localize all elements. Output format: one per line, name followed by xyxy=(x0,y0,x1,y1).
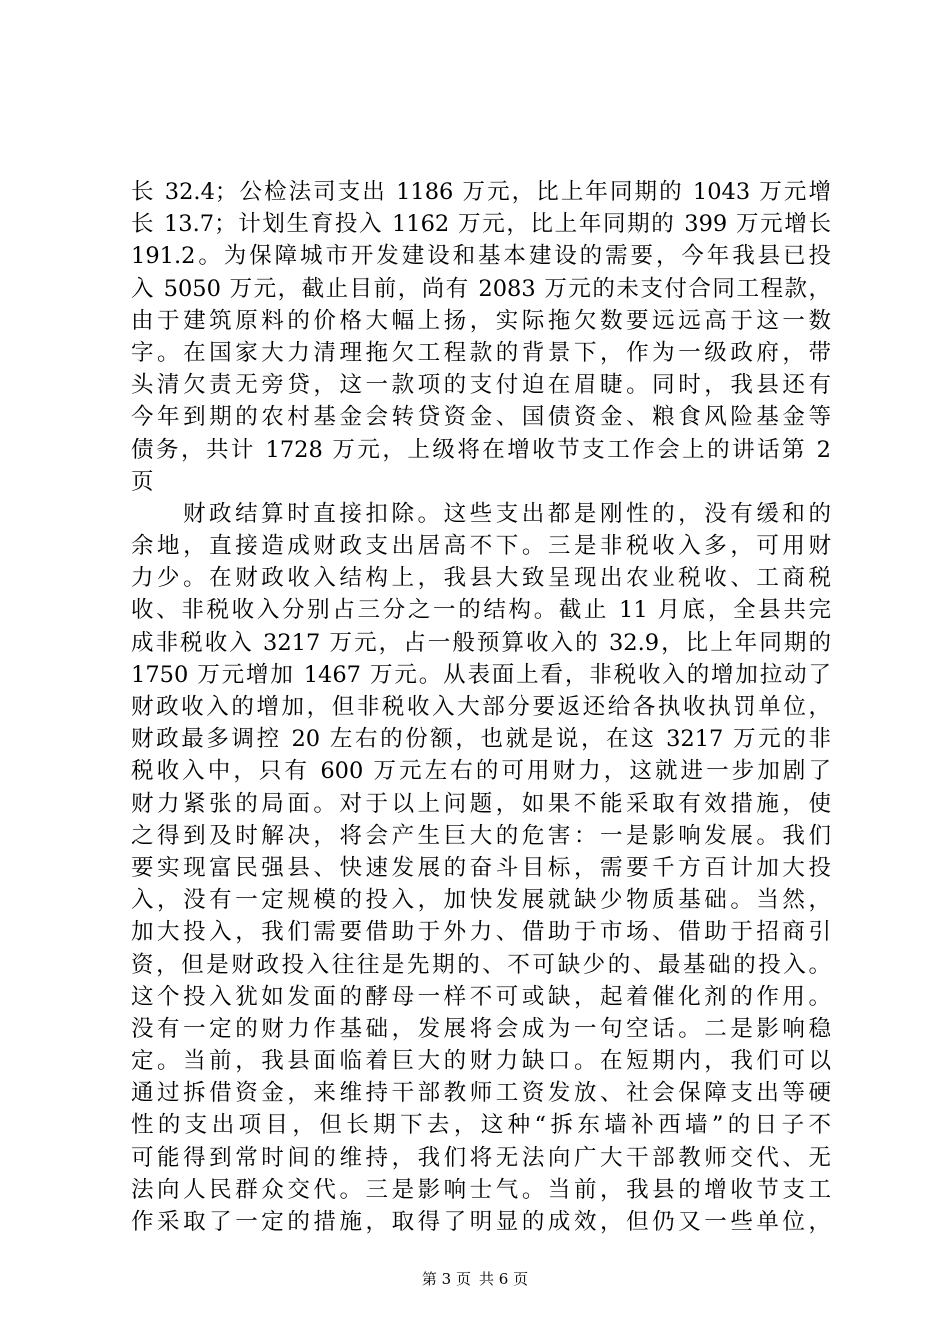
text-line: 没有一定的财力作基础，发展将会成为一句空话。二是影响稳 xyxy=(131,1015,831,1042)
text-line: 税收入中，只有 600 万元左右的可用财力，这就进一步加剧了 xyxy=(131,758,831,785)
text-line: 可能得到常时间的维持，我们将无法向广大干部教师交代、无 xyxy=(131,1144,831,1171)
text-line: 定。当前，我县面临着巨大的财力缺口。在短期内，我们可以 xyxy=(131,1048,831,1075)
text-line: 191.2。为保障城市开发建设和基本建设的需要，今年我县已投 xyxy=(131,243,831,270)
text-line: 法向人民群众交代。三是影响士气。当前，我县的增收节支工 xyxy=(131,1176,831,1203)
text-line: 力少。在财政收入结构上，我县大致呈现出农业税收、工商税 xyxy=(131,565,831,592)
text-line: 成非税收入 3217 万元，占一般预算收入的 32.9，比上年同期的 xyxy=(131,629,831,656)
text-line: 债务，共计 1728 万元，上级将在增收节支工作会上的讲话第 2 xyxy=(131,436,831,463)
text-line: 由于建筑原料的价格大幅上扬，实际拖欠数要远远高于这一数 xyxy=(131,307,831,334)
text-line: 长 13.7；计划生育投入 1162 万元，比上年同期的 399 万元增长 xyxy=(131,211,831,238)
page-footer xyxy=(0,1269,950,1289)
page-number: 第 3 页 xyxy=(421,1270,471,1288)
text-line: 财政收入的增加，但非税收入大部分要返还给各执收执罚单位， xyxy=(131,694,831,720)
text-line: 字。在国家大力清理拖欠工程款的背景下，作为一级政府，带 xyxy=(131,339,831,366)
text-line: 头清欠责无旁贷，这一款项的支付迫在眉睫。同时，我县还有 xyxy=(131,372,831,399)
text-line: 之得到及时解决，将会产生巨大的危害：一是影响发展。我们 xyxy=(131,822,831,849)
body-text xyxy=(131,176,831,1238)
text-line: 加大投入，我们需要借助于外力、借助于市场、借助于招商引 xyxy=(131,919,831,946)
page-total: 共 6 页 xyxy=(479,1270,529,1288)
text-line: 性的支出项目，但长期下去，这种“拆东墙补西墙”的日子不 xyxy=(131,1112,831,1139)
paragraph-first-line: 财政结算时直接扣除。这些支出都是刚性的，没有缓和的 xyxy=(183,500,831,527)
text-line: 1750 万元增加 1467 万元。从表面上看，非税收入的增加拉动了 xyxy=(131,661,831,688)
text-line: 资，但是财政投入往往是先期的、不可缺少的、最基础的投入。 xyxy=(131,951,831,978)
text-line: 页 xyxy=(131,468,154,495)
text-line: 通过拆借资金，来维持干部教师工资发放、社会保障支出等硬 xyxy=(131,1080,831,1107)
text-line: 入 5050 万元，截止目前，尚有 2083 万元的未支付合同工程款， xyxy=(131,275,831,302)
text-line: 作采取了一定的措施，取得了明显的成效，但仍又一些单位， xyxy=(131,1209,831,1235)
text-line: 财政最多调控 20 左右的份额，也就是说，在这 3217 万元的非 xyxy=(131,726,831,753)
text-line: 财力紧张的局面。对于以上问题，如果不能采取有效措施，使 xyxy=(131,790,831,817)
text-line: 这个投入犹如发面的酵母一样不可或缺，起着催化剂的作用。 xyxy=(131,983,831,1010)
text-line: 入，没有一定规模的投入，加快发展就缺少物质基础。当然， xyxy=(131,887,831,914)
text-line: 今年到期的农村基金会转贷资金、国债资金、粮食风险基金等 xyxy=(131,404,831,431)
text-line: 要实现富民强县、快速发展的奋斗目标，需要千方百计加大投 xyxy=(131,854,831,881)
text-line: 长 32.4；公检法司支出 1186 万元，比上年同期的 1043 万元增 xyxy=(131,179,831,205)
text-line: 余地，直接造成财政支出居高不下。三是非税收入多，可用财 xyxy=(131,533,831,560)
text-line: 收、非税收入分别占三分之一的结构。截止 11 月底，全县共完 xyxy=(131,597,831,624)
